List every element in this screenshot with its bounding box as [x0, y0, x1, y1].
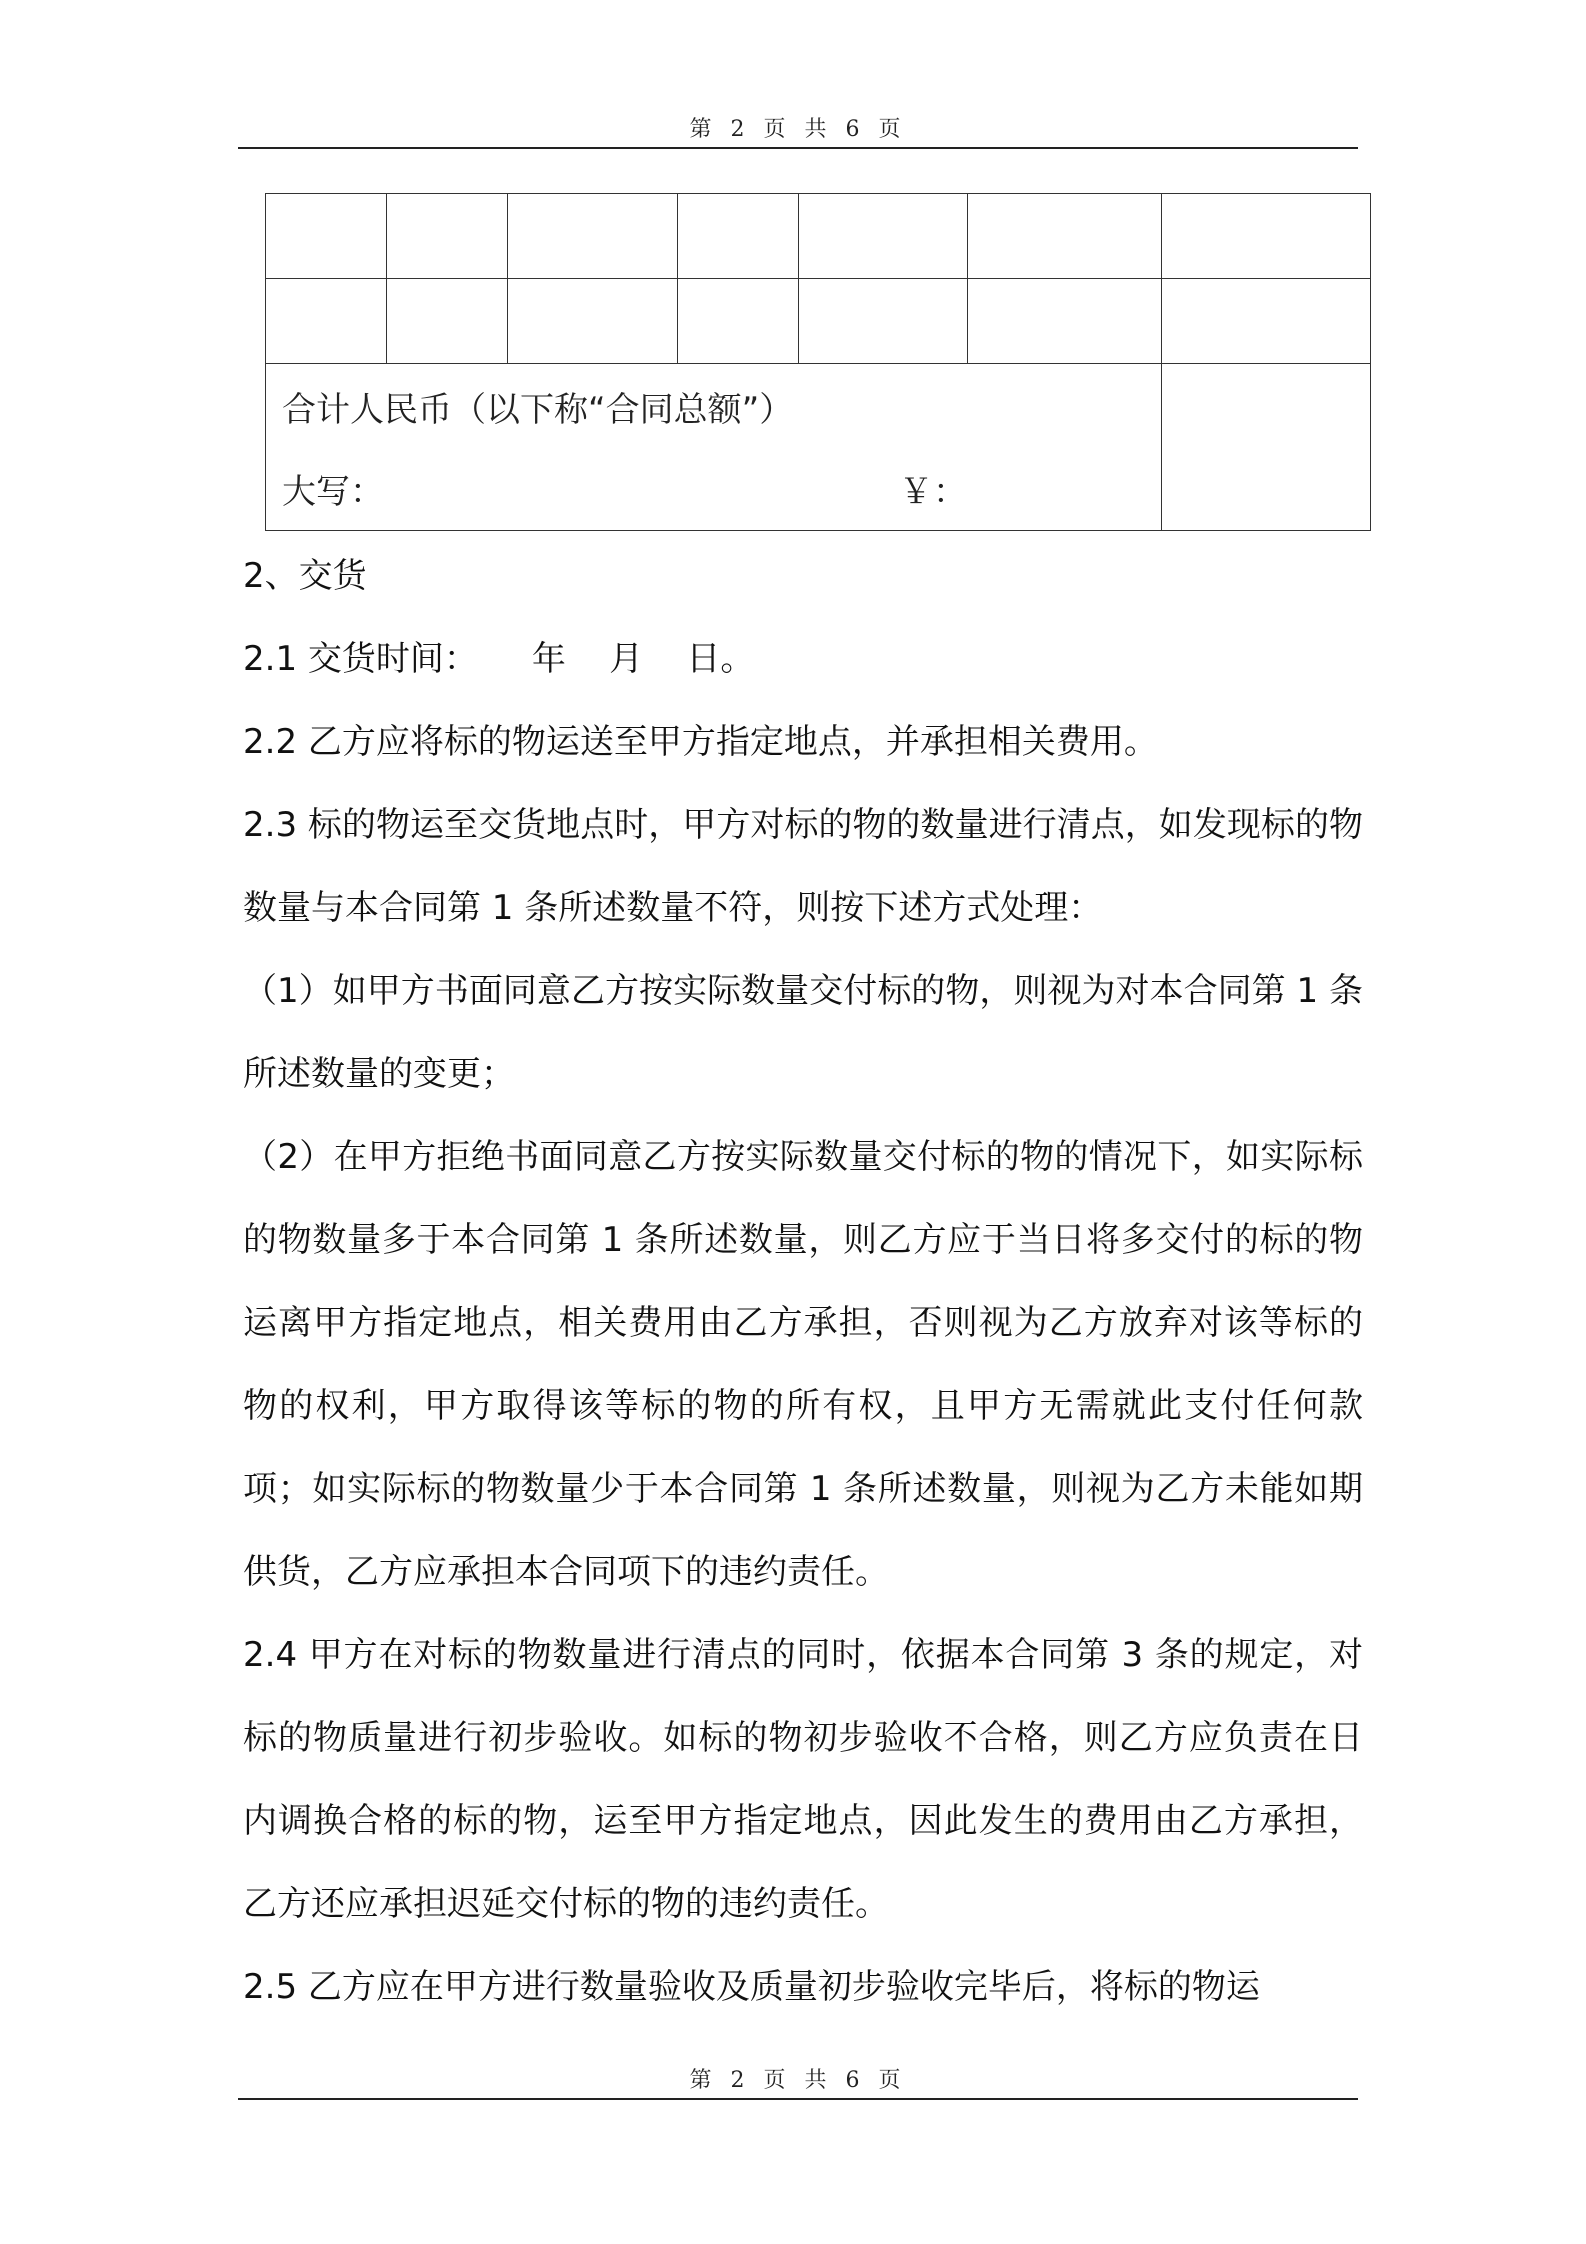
table-total-row	[266, 364, 1371, 531]
contract-body	[243, 535, 1363, 2029]
page-header: 第 2 页 共 6 页	[689, 117, 907, 142]
clause-2-5: 2.5 乙方应在甲方进行数量验收及质量初步验收完毕后，将标的物运	[243, 1967, 1260, 2007]
total-upper-label: 大写：	[282, 472, 384, 512]
clause-2-3: 2.3 标的物运至交货地点时，甲方对标的物的数量进行清点，如发现标的物数量与本合同第 1 条所述数量不符，则按下述方式处理：	[243, 805, 1363, 928]
table-cell	[387, 194, 508, 279]
table-cell	[266, 279, 387, 364]
table-row	[266, 194, 1371, 279]
total-yuan-label: ￥：	[899, 472, 967, 512]
table-cell	[1162, 279, 1371, 364]
table-cell	[508, 279, 678, 364]
clause-2-3-item-2: （2）在甲方拒绝书面同意乙方按实际数量交付标的物的情况下，如实际标的物数量多于本合同第 1 条所述数量，则乙方应于当日将多交付的标的物运离甲方指定地点，相关费用由乙方承担，否则视为乙方放弃对该等标的物的权利，甲方取得该等标的物的所有权，且甲方无需就此支付任何款项；如实际标的物数量少于本合同第 1 条所述数量，则视为乙方未能如期供货，乙方应承担本合同项下的违约责任。	[243, 1137, 1363, 1592]
table-cell	[678, 279, 799, 364]
table-cell	[266, 194, 387, 279]
table-cell	[1162, 194, 1371, 279]
section-heading: 2、交货	[243, 556, 367, 596]
clause-2-2: 2.2 乙方应将标的物运送至甲方指定地点，并承担相关费用。	[243, 722, 1158, 762]
table-cell	[968, 279, 1162, 364]
footer-rule	[238, 2098, 1358, 2100]
clause-2-4: 2.4 甲方在对标的物数量进行清点的同时，依据本合同第 3 条的规定，对标的物质量进行初步验收。如标的物初步验收不合格，则乙方应负责在日内调换合格的标的物，运至甲方指定地点，因此发生的费用由乙方承担，乙方还应承担迟延交付标的物的违约责任。	[243, 1635, 1363, 1924]
page-footer: 第 2 页 共 6 页	[689, 2068, 907, 2093]
total-amount-cell	[266, 364, 1162, 531]
table-cell	[387, 279, 508, 364]
header-rule	[238, 147, 1358, 149]
clause-2-3-item-1: （1）如甲方书面同意乙方按实际数量交付标的物，则视为对本合同第 1 条所述数量的变更；	[243, 971, 1363, 1094]
goods-table	[265, 193, 1371, 531]
table-cell	[968, 194, 1162, 279]
table-cell	[799, 279, 968, 364]
total-value-cell	[1162, 364, 1371, 531]
clause-2-1: 2.1 交货时间： 年 月 日。	[243, 639, 755, 679]
table-cell	[678, 194, 799, 279]
table-row	[266, 279, 1371, 364]
table-cell	[508, 194, 678, 279]
total-title: 合计人民币（以下称“合同总额”）	[282, 390, 794, 430]
table-cell	[799, 194, 968, 279]
